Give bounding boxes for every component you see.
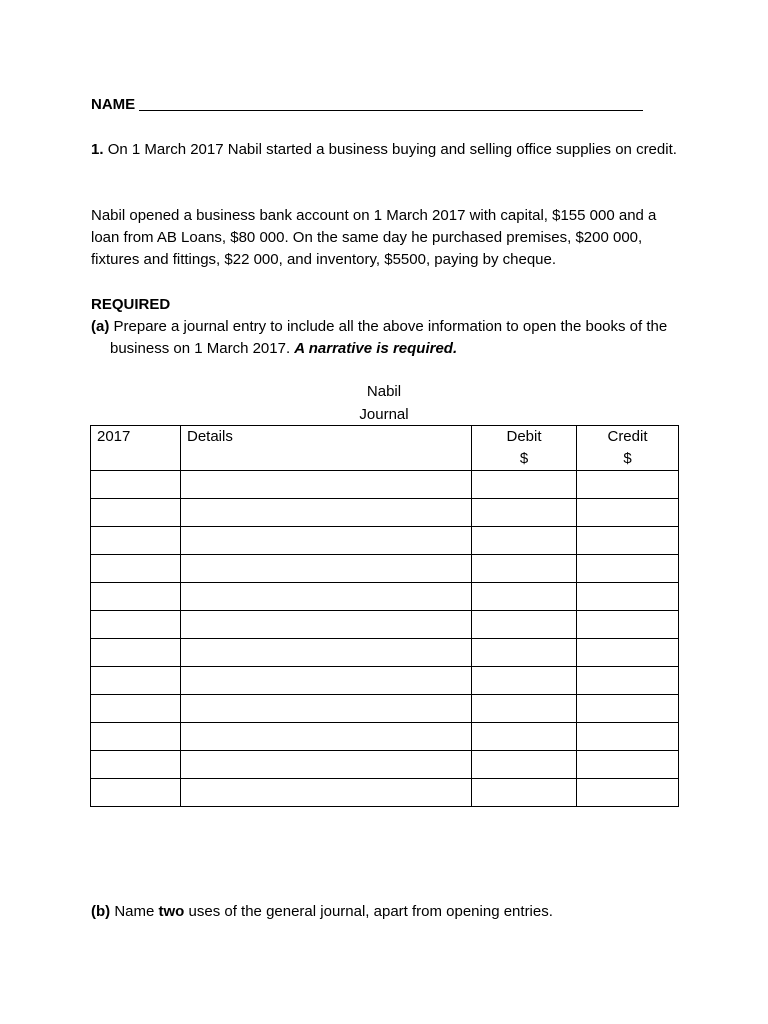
debit-cell[interactable]: [472, 499, 577, 527]
question-1-details: Nabil opened a business bank account on 1 March 2017 with capital, $155 000 and a loan from AB Loans, $80 000. On the same day he purchased premises, $200 000, fixtures and fittings, $22 000, and inventory, $5500, paying by cheque.: [91, 207, 657, 268]
part-b-text-before: Name: [114, 903, 155, 920]
debit-cell[interactable]: [472, 751, 577, 779]
credit-cell[interactable]: [577, 667, 679, 695]
part-a-text: Prepare a journal entry to include all the above information to open the books of the business on 1 March 2017.: [110, 318, 668, 357]
details-cell[interactable]: [181, 471, 472, 499]
journal-row: [91, 583, 679, 611]
date-cell[interactable]: [91, 695, 181, 723]
journal-row: [91, 723, 679, 751]
credit-cell[interactable]: [577, 779, 679, 807]
debit-cell[interactable]: [472, 695, 577, 723]
details-cell[interactable]: [181, 527, 472, 555]
credit-cell[interactable]: [577, 583, 679, 611]
details-cell[interactable]: [181, 583, 472, 611]
credit-cell[interactable]: [577, 639, 679, 667]
date-cell[interactable]: [91, 527, 181, 555]
journal-title: Nabil: [366, 383, 402, 400]
credit-cell[interactable]: [577, 723, 679, 751]
date-cell[interactable]: [91, 471, 181, 499]
journal-row: [91, 667, 679, 695]
header-details: Details: [181, 426, 472, 471]
credit-cell[interactable]: [577, 751, 679, 779]
debit-cell[interactable]: [472, 723, 577, 751]
header-credit-label: Credit: [607, 428, 648, 445]
credit-cell[interactable]: [577, 471, 679, 499]
debit-cell[interactable]: [472, 555, 577, 583]
credit-cell[interactable]: [577, 499, 679, 527]
credit-cell[interactable]: [577, 527, 679, 555]
part-b: [91, 901, 691, 923]
part-b-label: (b): [91, 903, 111, 920]
journal-header-row: [91, 426, 679, 471]
date-cell[interactable]: [91, 611, 181, 639]
date-cell[interactable]: [91, 667, 181, 695]
debit-cell[interactable]: [472, 611, 577, 639]
question-number: 1.: [91, 141, 104, 158]
debit-cell[interactable]: [472, 471, 577, 499]
details-cell[interactable]: [181, 499, 472, 527]
debit-cell[interactable]: [472, 779, 577, 807]
header-date: 2017: [91, 426, 181, 471]
details-cell[interactable]: [181, 555, 472, 583]
debit-cell[interactable]: [472, 527, 577, 555]
date-cell[interactable]: [91, 779, 181, 807]
journal-row: [91, 779, 679, 807]
journal-row: [91, 499, 679, 527]
date-cell[interactable]: [91, 555, 181, 583]
question-1: [91, 139, 710, 161]
credit-cell[interactable]: [577, 555, 679, 583]
journal-row: [91, 611, 679, 639]
name-underline[interactable]: [139, 94, 643, 111]
details-cell[interactable]: [181, 695, 472, 723]
credit-cell[interactable]: [577, 611, 679, 639]
part-b-text-after: uses of the general journal, apart from opening entries.: [188, 903, 553, 920]
part-a-label: (a): [91, 318, 110, 335]
details-cell[interactable]: [181, 723, 472, 751]
question-1-text: On 1 March 2017 Nabil started a business buying and selling office supplies on credit.: [107, 141, 677, 158]
header-credit-unit: $: [623, 450, 632, 467]
journal-row: [91, 555, 679, 583]
name-label: NAME: [91, 96, 136, 113]
journal-subtitle: Journal: [359, 406, 409, 423]
name-field[interactable]: [91, 94, 643, 116]
details-cell[interactable]: [181, 751, 472, 779]
journal-row: [91, 639, 679, 667]
header-debit: [472, 426, 577, 471]
journal-table: [90, 425, 679, 807]
journal-row: [91, 471, 679, 499]
date-cell[interactable]: [91, 499, 181, 527]
header-debit-label: Debit: [506, 428, 542, 445]
debit-cell[interactable]: [472, 667, 577, 695]
journal-row: [91, 527, 679, 555]
details-cell[interactable]: [181, 639, 472, 667]
details-cell[interactable]: [181, 779, 472, 807]
header-credit: [577, 426, 679, 471]
date-cell[interactable]: [91, 583, 181, 611]
part-a: [91, 316, 710, 360]
part-a-emphasis: A narrative is required.: [294, 340, 458, 357]
date-cell[interactable]: [91, 723, 181, 751]
required-heading: REQUIRED: [91, 296, 171, 313]
header-debit-unit: $: [519, 450, 529, 467]
debit-cell[interactable]: [472, 639, 577, 667]
debit-cell[interactable]: [472, 583, 577, 611]
part-b-bold-word: two: [158, 903, 185, 920]
date-cell[interactable]: [91, 751, 181, 779]
credit-cell[interactable]: [577, 695, 679, 723]
details-cell[interactable]: [181, 667, 472, 695]
journal-row: [91, 695, 679, 723]
date-cell[interactable]: [91, 639, 181, 667]
journal-row: [91, 751, 679, 779]
details-cell[interactable]: [181, 611, 472, 639]
